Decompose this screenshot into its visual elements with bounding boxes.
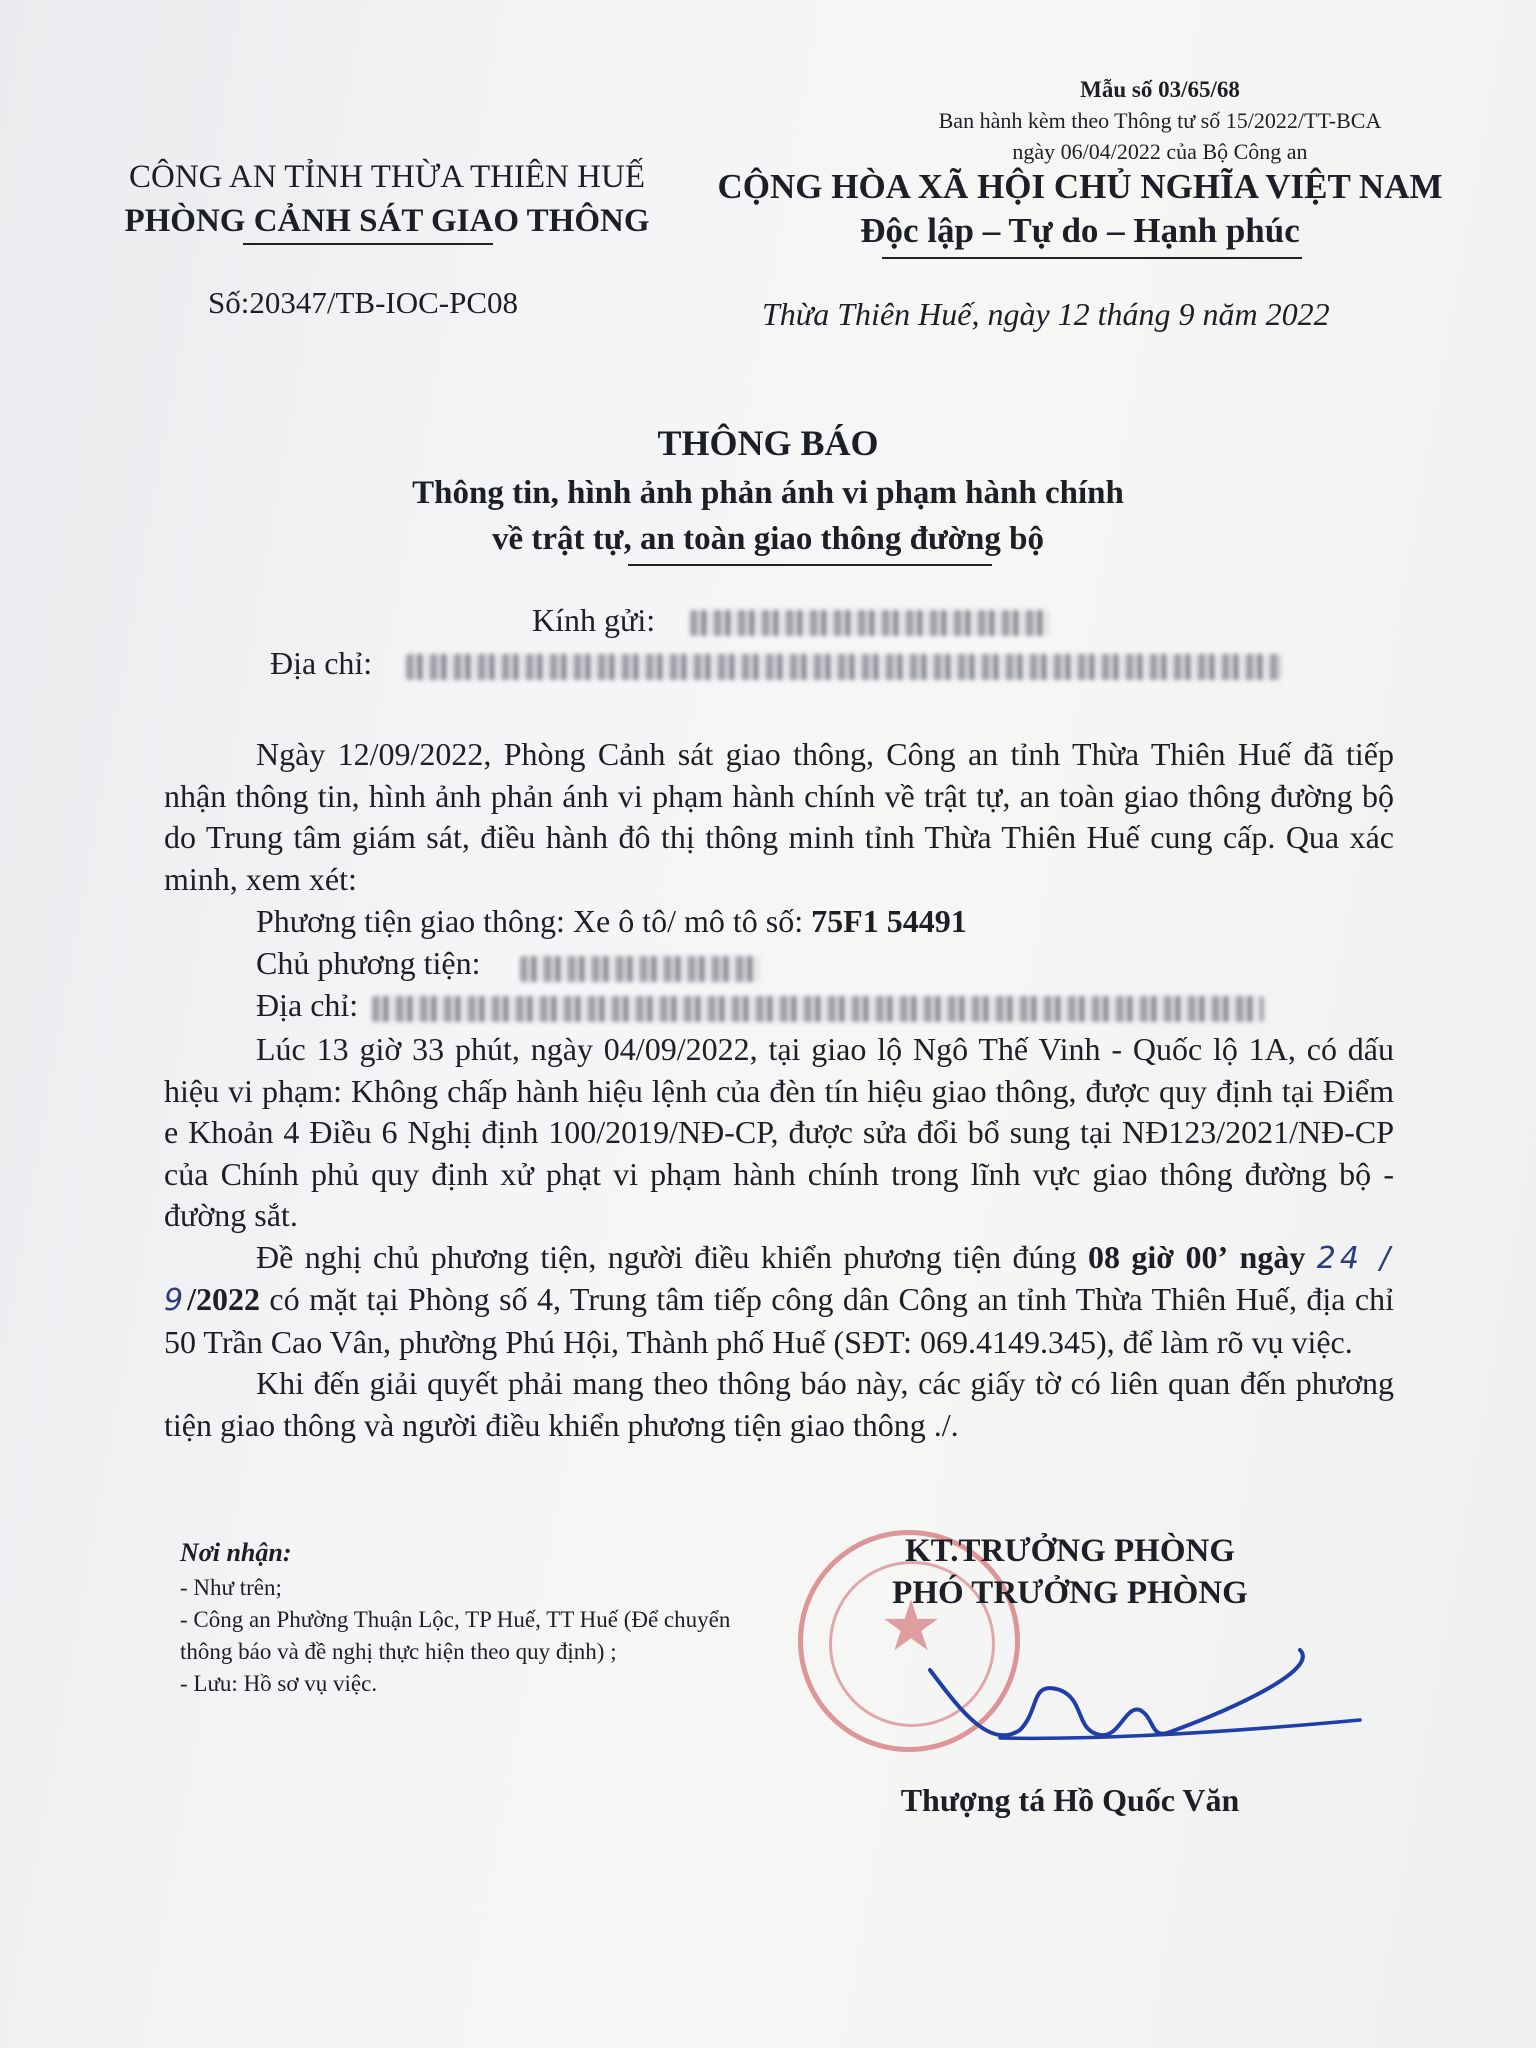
department-underline xyxy=(243,243,493,245)
recipients-list xyxy=(180,1572,750,1700)
national-motto: Độc lập – Tự do – Hạnh phúc xyxy=(860,211,1300,250)
redacted-owner-address xyxy=(372,996,1264,1022)
summons-text-start: Đề nghị chủ phương tiện, người điều khiển phương tiện đúng xyxy=(256,1238,1077,1275)
recipient-item: - Lưu: Hồ sơ vụ việc. xyxy=(180,1671,378,1696)
document-title: THÔNG BÁO xyxy=(657,423,879,463)
handwritten-signature-icon xyxy=(900,1610,1380,1760)
redacted-recipient-name xyxy=(690,610,1050,636)
recipients-heading: Nơi nhận: xyxy=(180,1538,292,1567)
signature-title-line1: KT.TRƯỞNG PHÒNG xyxy=(905,1533,1235,1569)
document-subtitle xyxy=(0,470,1536,562)
form-reference-line1: Ban hành kèm theo Thông tư số 15/2022/TT-BCA xyxy=(938,108,1382,133)
vehicle-label: Phương tiện giao thông: Xe ô tô/ mô tô số: xyxy=(256,903,804,939)
summons-text-end: có mặt tại Phòng số 4, Trung tâm tiếp công dân Công an tỉnh Thừa Thiên Huế, địa chỉ 50 Trần Cao Vân, phường Phú Hội, Thành phố Huế (SĐT: 069.4149.345), để làm rõ vụ việc. xyxy=(164,1281,1394,1360)
closing-paragraph: Khi đến giải quyết phải mang theo thông báo này, các giấy tờ có liên quan đến phương tiện giao thông và người điều khiển phương tiện giao thông ./. xyxy=(164,1365,1394,1443)
vehicle-line xyxy=(256,903,967,940)
recipient-item: - Như trên; xyxy=(180,1575,282,1600)
subtitle-line2: về trật tự, an toàn giao thông đường bộ xyxy=(491,521,1044,557)
motto-underline xyxy=(882,257,1302,259)
violation-paragraph: Lúc 13 giờ 33 phút, ngày 04/09/2022, tại giao lộ Ngô Thế Vinh - Quốc lộ 1A, có dấu hiệu vi phạm: Không chấp hành hiệu lệnh của đèn tín hiệu giao thông, được quy định tại Điểm e Khoản 4 Điều 6 Nghị định 100/2019/NĐ-CP, được sửa đổi bổ sung tại NĐ123/2021/NĐ-CP của Chính phủ quy định xử phạt vi phạm hành chính trong lĩnh vực giao thông đường bộ - đường sắt. xyxy=(164,1031,1394,1233)
summons-day-label: ngày xyxy=(1239,1238,1306,1275)
department-name: PHÒNG CẢNH SÁT GIAO THÔNG xyxy=(124,203,650,239)
handwritten-date: 24 / 9 xyxy=(164,1240,1395,1318)
intro-paragraph: Ngày 12/09/2022, Phòng Cảnh sát giao thông, Công an tỉnh Thừa Thiên Huế đã tiếp nhận thông tin, hình ảnh phản ánh vi phạm hành chính về trật tự, an toàn giao thông đường bộ do Trung tâm giám sát, điều hành đô thị thông minh tỉnh Thừa Thiên Huế cung cấp. Qua xác minh, xem xét: xyxy=(164,736,1394,897)
owner-address-label: Địa chỉ: xyxy=(256,987,359,1023)
signature-title-line2: PHÓ TRƯỞNG PHÒNG xyxy=(892,1575,1248,1611)
seal-star-icon: ★ xyxy=(879,1589,943,1666)
place-and-date: Thừa Thiên Huế, ngày 12 tháng 9 năm 2022 xyxy=(762,296,1330,332)
agency-header xyxy=(92,155,682,243)
recipient-address-label: Địa chỉ: xyxy=(270,645,373,681)
nation-name: CỘNG HÒA XÃ HỘI CHỦ NGHĨA VIỆT NAM xyxy=(717,167,1443,206)
national-header xyxy=(700,165,1460,253)
signature-title xyxy=(790,1530,1350,1614)
summons-paragraph xyxy=(164,1237,1394,1364)
owner-label: Chủ phương tiện: xyxy=(256,945,481,981)
summons-year: /2022 xyxy=(187,1281,260,1317)
form-reference-line2: ngày 06/04/2022 của Bộ Công an xyxy=(1012,139,1308,164)
recipient-item: - Công an Phường Thuận Lộc, TP Huế, TT Huế (Để chuyển thông báo và đề nghị thực hiện theo quy định) ; xyxy=(180,1607,731,1664)
agency-name: CÔNG AN TỈNH THỪA THIÊN HUẾ xyxy=(128,159,645,195)
body-paragraph-1 xyxy=(164,734,1394,900)
subtitle-line1: Thông tin, hình ảnh phản ánh vi phạm hành chính xyxy=(412,475,1124,511)
recipient-label: Kính gửi: xyxy=(532,602,656,638)
body-paragraphs xyxy=(164,1029,1394,1446)
summons-time: 08 giờ 00’ xyxy=(1087,1238,1229,1275)
title-underline xyxy=(628,564,992,566)
document-number: Số:20347/TB-IOC-PC08 xyxy=(208,285,519,320)
redacted-owner-name xyxy=(520,956,760,982)
signer-name: Thượng tá Hồ Quốc Văn xyxy=(900,1782,1240,1818)
redacted-recipient-address xyxy=(406,654,1282,680)
form-code: Mẫu số 03/65/68 xyxy=(1080,77,1240,102)
form-reference xyxy=(860,74,1460,167)
license-plate: 75F1 54491 xyxy=(811,903,967,939)
